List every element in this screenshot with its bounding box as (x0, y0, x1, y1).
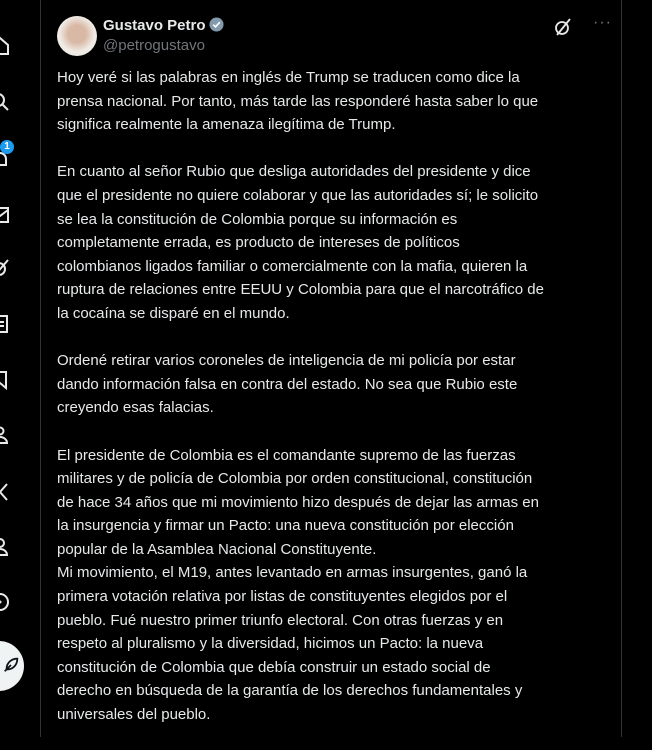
sidebar-nav (0, 0, 40, 737)
feather-icon (2, 656, 20, 674)
tweet-paragraph (57, 66, 607, 137)
tweet-line: primera votación relativa por listas de constituyentes elegidos por el (57, 588, 508, 606)
bookmarks-icon[interactable] (0, 370, 10, 390)
compose-post-button[interactable] (0, 641, 24, 691)
tweet-line: militares y de policía de Colombia por orden constitucional, constitución (57, 470, 533, 488)
tweet-line: El presidente de Colombia es el comandante supremo de las fuerzas (57, 446, 516, 464)
search-icon[interactable] (0, 92, 10, 112)
tweet-line: popular de la Asamblea Nacional Constituyente. (57, 540, 377, 558)
tweet-line: Mi movimiento, el M19, antes levantado en armas insurgentes, ganó la (57, 564, 528, 582)
tweet-line: ruptura de relaciones entre EEUU y Colombia para que el narcotráfico de (57, 281, 544, 299)
tweet-paragraph (57, 561, 607, 726)
tweet-line: significa realmente la amenaza ilegítima de Trump. (57, 116, 396, 134)
tweet-line: Ordené retirar varios coroneles de inteligencia de mi policía por estar (57, 352, 516, 370)
tweet-line: creyendo esas falacias. (57, 399, 214, 417)
author-name-text: Gustavo Petro (103, 17, 206, 34)
notification-badge: 1 (0, 140, 14, 154)
tweet-line: prensa nacional. Por tanto, más tarde las responderé hasta saber lo que (57, 92, 539, 110)
tweet-line: pueblo. Fué nuestro primer triunfo electoral. Con otras fuerzas y en (57, 611, 504, 629)
messages-icon[interactable] (0, 205, 10, 225)
profile-icon[interactable] (0, 537, 10, 557)
tweet-line: la insurgencia y firmar un Pacto: una nueva constitución por elección (57, 517, 514, 535)
tweet-line: completamente errada, es producto de intereses de políticos (57, 234, 460, 252)
tweet-line: respeto al pluralismo y la diversidad, hicimos un Pacto: la nueva (57, 635, 484, 653)
more-options-button[interactable]: ··· (593, 14, 612, 31)
tweet-paragraph (57, 444, 607, 562)
tweet-line: derecho en búsqueda de la garantía de los derechos fundamentales y (57, 682, 523, 700)
tweet-text (57, 66, 607, 750)
communities-icon[interactable] (0, 425, 10, 445)
premium-x-icon[interactable] (0, 482, 10, 502)
tweet-paragraph (57, 349, 607, 420)
grok-explain-icon[interactable] (554, 18, 572, 36)
lists-icon[interactable] (0, 314, 10, 334)
author-name[interactable] (103, 17, 224, 34)
grok-icon[interactable] (0, 258, 10, 278)
verified-badge-icon (209, 17, 224, 32)
tweet-line: colombianos ligados familiar o comercialmente con la mafia, quieren la (57, 257, 528, 275)
avatar[interactable] (57, 16, 97, 56)
tweet-line: Hoy veré si las palabras en inglés de Trump se traducen como dice la (57, 69, 520, 86)
author-handle[interactable]: @petrogustavo (103, 37, 205, 54)
tweet-line: la cocaína se disparé en el mundo. (57, 304, 290, 322)
tweet-line: dando información falsa en contra del estado. No sea que Rubio este (57, 375, 518, 393)
more-icon[interactable] (0, 592, 10, 612)
tweet-line: universales del pueblo. (57, 706, 211, 724)
post-column (40, 0, 622, 737)
home-icon[interactable] (0, 36, 10, 56)
tweet-line: constitución de Colombia que debía construir un estado social de (57, 658, 491, 676)
tweet-paragraph (57, 160, 607, 325)
tweet-line: de hace 34 años que mi movimiento hizo después de dejar las armas en (57, 493, 539, 511)
tweet-line: que el presidente no quiere colaborar y que las autoridades sí; le solicito (57, 186, 539, 204)
tweet-line: En cuanto al señor Rubio que desliga autoridades del presidente y dice (57, 163, 531, 181)
tweet-line: se lea la constitución de Colombia porque su información es (57, 210, 458, 228)
